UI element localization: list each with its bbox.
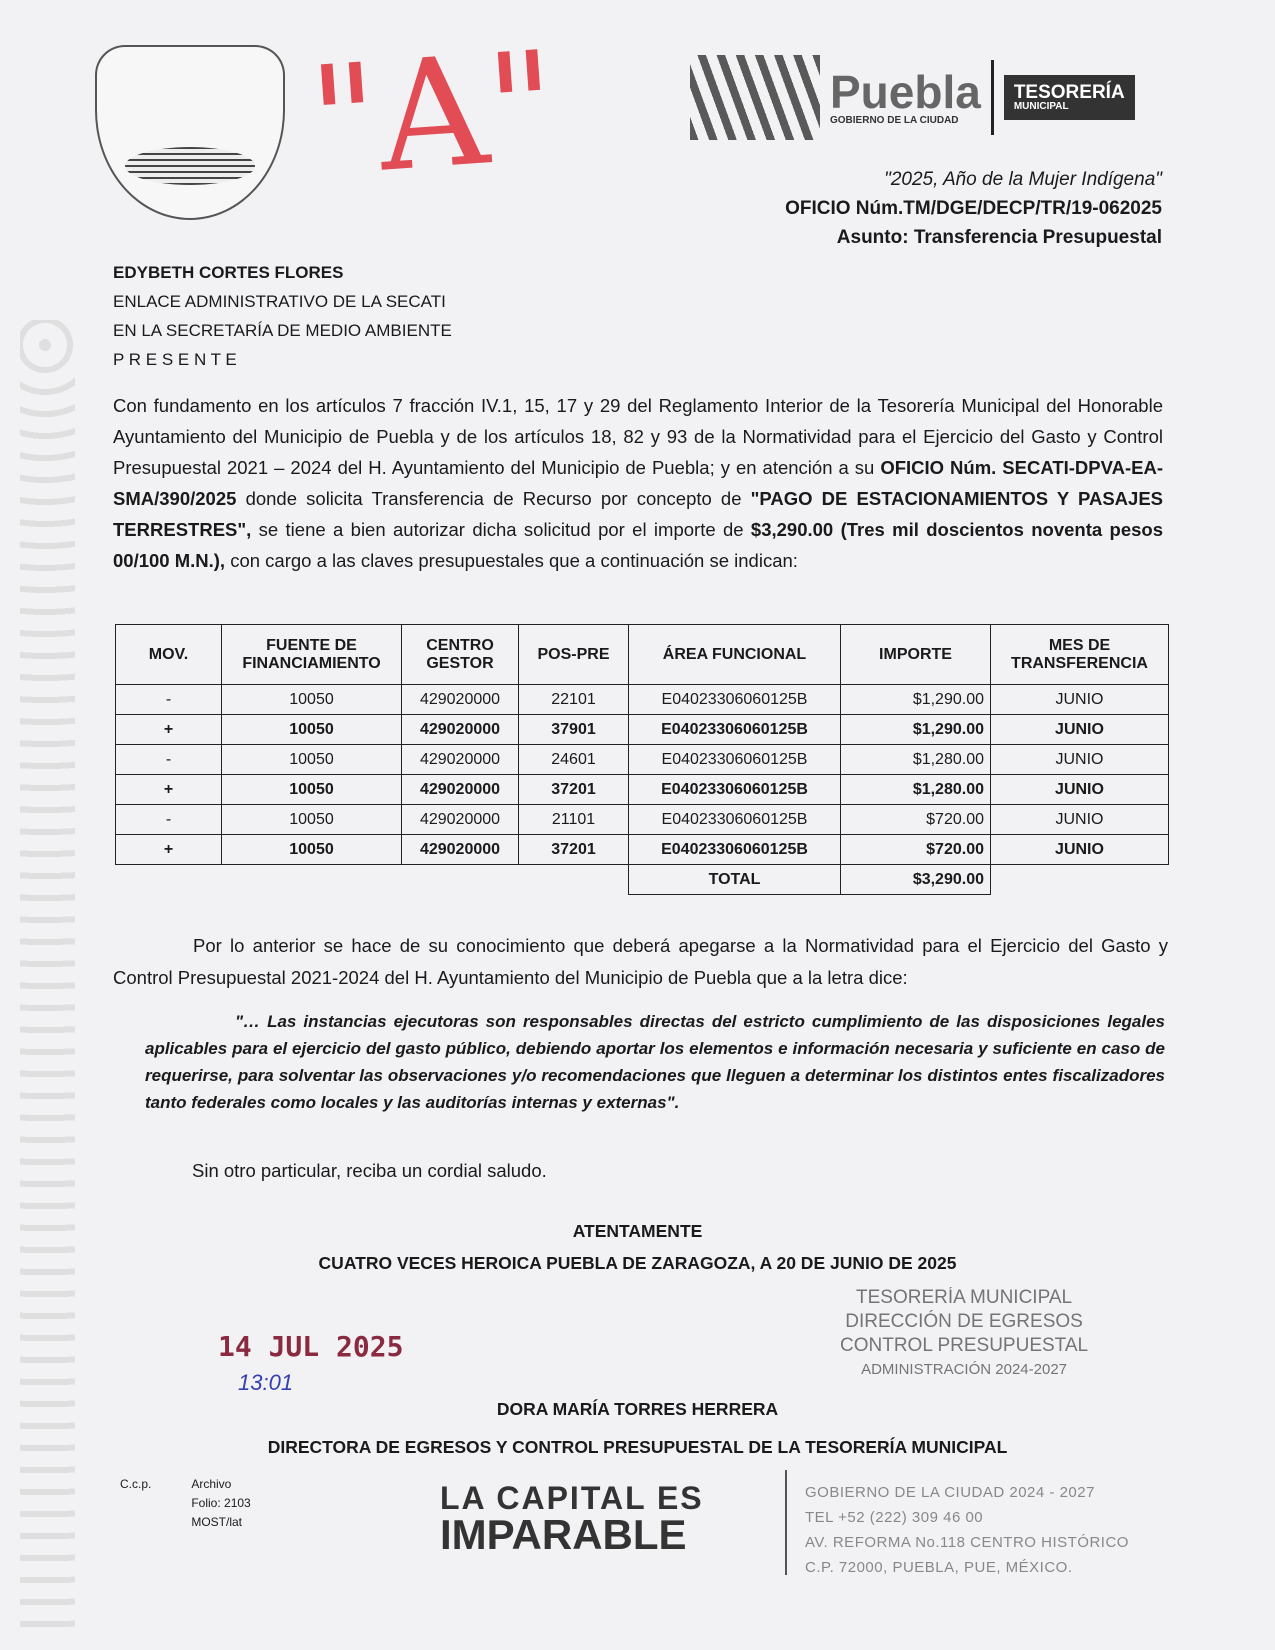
salutation: Sin otro particular, reciba un cordial saludo. — [192, 1160, 547, 1181]
column-header: FUENTE DE FINANCIAMIENTO — [222, 625, 402, 685]
table-cell: 429020000 — [402, 775, 519, 805]
logo-figures-icon — [690, 55, 820, 140]
table-cell: 37901 — [519, 715, 629, 745]
table-row — [116, 685, 1169, 715]
table-row — [116, 775, 1169, 805]
ccp-line: Folio: 2103 — [191, 1496, 251, 1510]
table-cell: JUNIO — [991, 835, 1169, 865]
ccp-line: Archivo — [191, 1477, 232, 1491]
footer-divider — [785, 1470, 787, 1575]
table-cell: JUNIO — [991, 715, 1169, 745]
column-header: POS-PRE — [519, 625, 629, 685]
ccp-block — [120, 1475, 251, 1532]
table-cell: + — [116, 775, 222, 805]
addressee-line: ENLACE ADMINISTRATIVO DE LA SECATI — [113, 292, 446, 311]
table-cell: E04023306060125B — [629, 805, 841, 835]
table-cell: 10050 — [222, 835, 402, 865]
body-paragraph: Con fundamento en los artículos 7 fracción IV.1, 15, 17 y 29 del Reglamento Interior de la Tesorería Municipal del Honorable Ayuntamiento del Municipio de Puebla y de los artículos 18, 82 y 93 de la Normatividad para el Ejercicio del Gasto y Control Presupuestal 2021 – 2024 del H. Ayuntamiento del Municipio de Puebla; y en atención a su OFICIO Núm. SECATI-DPVA-EA-SMA/390/2025 donde solicita Transferencia de Recurso por concepto de "PAGO DE ESTACIONAMIENTOS Y PASAJES TERRESTRES", se tiene a bien autorizar dicha solicitud por el importe de $3,290.00 (Tres mil doscientos noventa pesos 00/100 M.N.), con cargo a las claves presupuestales que a continuación se indican: — [113, 395, 1163, 571]
closing-block — [0, 1215, 1275, 1279]
table-cell: - — [116, 745, 222, 775]
table-cell: 10050 — [222, 685, 402, 715]
table-header-row — [116, 625, 1169, 685]
table-cell: + — [116, 715, 222, 745]
table-cell: 10050 — [222, 715, 402, 745]
table-cell: JUNIO — [991, 775, 1169, 805]
table-cell: $1,280.00 — [841, 745, 991, 775]
table-cell: 429020000 — [402, 835, 519, 865]
ccp-label: C.c.p. — [120, 1477, 152, 1491]
received-date-stamp: 14 JUL 2025 — [218, 1330, 404, 1363]
table-cell: E04023306060125B — [629, 835, 841, 865]
table-cell: $1,290.00 — [841, 685, 991, 715]
table-cell: 429020000 — [402, 715, 519, 745]
column-header: MOV. — [116, 625, 222, 685]
regulation-quote: "… Las instancias ejecutoras son responsables directas del estricto cumplimiento de las disposiciones legales aplicables para el ejercicio del gasto público, debiendo aportar los elementos e información necesaria y suficiente en caso de requerirse, para solventar las observaciones y/o recomendaciones que lleguen a determinar los distintos entes fiscalizadores tanto federales como locales y las auditorías internas y externas". — [145, 1012, 1165, 1112]
table-cell: 429020000 — [402, 805, 519, 835]
table-cell: - — [116, 805, 222, 835]
year-motto: "2025, Año de la Mujer Indígena" — [884, 169, 1162, 190]
logo-subtitle: GOBIERNO DE LA CIUDAD — [830, 115, 959, 126]
table-cell: 10050 — [222, 775, 402, 805]
table-cell: E04023306060125B — [629, 685, 841, 715]
addressee-line: EN LA SECRETARÍA DE MEDIO AMBIENTE — [113, 321, 452, 340]
tesoreria-badge: TESORERÍA MUNICIPAL — [1004, 75, 1135, 120]
table-cell: $720.00 — [841, 835, 991, 865]
logo-text: Puebla — [830, 66, 981, 118]
total-label: TOTAL — [629, 865, 841, 895]
signer-title: DIRECTORA DE EGRESOS Y CONTROL PRESUPUESTAL DE LA TESORERÍA MUNICIPAL — [267, 1437, 1008, 1457]
handwritten-mark: "A" — [304, 19, 563, 211]
total-value: $3,290.00 — [841, 865, 991, 895]
column-header: ÁREA FUNCIONAL — [629, 625, 841, 685]
table-row — [116, 745, 1169, 775]
table-cell: E04023306060125B — [629, 745, 841, 775]
table-cell: $1,290.00 — [841, 715, 991, 745]
subject: Asunto: Transferencia Presupuestal — [836, 227, 1162, 248]
column-header: CENTRO GESTOR — [402, 625, 519, 685]
table-cell: 10050 — [222, 745, 402, 775]
total-row — [116, 865, 1169, 895]
table-cell: JUNIO — [991, 805, 1169, 835]
coat-of-arms-seal — [95, 45, 285, 220]
signer-name: DORA MARÍA TORRES HERRERA — [496, 1399, 779, 1419]
signature-block — [0, 1390, 1275, 1466]
oficio-number: OFICIO Núm.TM/DGE/DECP/TR/19-062025 — [785, 198, 1162, 219]
ccp-line: MOST/lat — [191, 1515, 243, 1529]
addressee-name: EDYBETH CORTES FLORES — [113, 263, 344, 282]
header-info — [785, 165, 1162, 252]
table-cell: $1,280.00 — [841, 775, 991, 805]
footer-address: GOBIERNO DE LA CIUDAD 2024 - 2027 TEL +52 (222) 309 46 00 AV. REFORMA No.118 CENTRO HISTÓRICO C.P. 72000, PUEBLA, PUE, MÉXICO. — [805, 1484, 1129, 1576]
table-row — [116, 805, 1169, 835]
column-header: IMPORTE — [841, 625, 991, 685]
table-cell: - — [116, 685, 222, 715]
table-cell: $720.00 — [841, 805, 991, 835]
table-cell: E04023306060125B — [629, 715, 841, 745]
table-cell: JUNIO — [991, 685, 1169, 715]
table-cell: 10050 — [222, 805, 402, 835]
table-row — [116, 715, 1169, 745]
place-date: CUATRO VECES HEROICA PUEBLA DE ZARAGOZA, A 20 DE JUNIO DE 2025 — [318, 1253, 957, 1273]
puebla-tesoreria-logo — [690, 55, 1135, 140]
table-cell: 24601 — [519, 745, 629, 775]
table-cell: 429020000 — [402, 685, 519, 715]
table-cell: E04023306060125B — [629, 775, 841, 805]
table-cell: 21101 — [519, 805, 629, 835]
atentamente: ATENTAMENTE — [572, 1221, 703, 1241]
budget-transfer-table — [115, 624, 1169, 895]
table-cell: JUNIO — [991, 745, 1169, 775]
received-time: 13:01 — [238, 1370, 294, 1395]
table-cell: 37201 — [519, 835, 629, 865]
slogan-logo: LA CAPITAL ES IMPARABLE — [440, 1480, 704, 1558]
table-cell: 37201 — [519, 775, 629, 805]
table-cell: + — [116, 835, 222, 865]
official-stamp: TESORERÍA MUNICIPAL DIRECCIÓN DE EGRESOS CONTROL PRESUPUESTAL ADMINISTRACIÓN 2024-2027 — [840, 1287, 1089, 1378]
table-cell: 22101 — [519, 685, 629, 715]
addressee-line: P R E S E N T E — [113, 350, 237, 369]
body-paragraph-2: Por lo anterior se hace de su conocimiento que deberá apegarse a la Normatividad para el Ejercicio del Gasto y Control Presupuestal 2021-2024 del H. Ayuntamiento del Municipio de Puebla que a la letra dice: — [113, 935, 1168, 988]
table-row — [116, 835, 1169, 865]
addressee-block — [113, 258, 452, 374]
column-header: MES DE TRANSFERENCIA — [991, 625, 1169, 685]
table-cell: 429020000 — [402, 745, 519, 775]
